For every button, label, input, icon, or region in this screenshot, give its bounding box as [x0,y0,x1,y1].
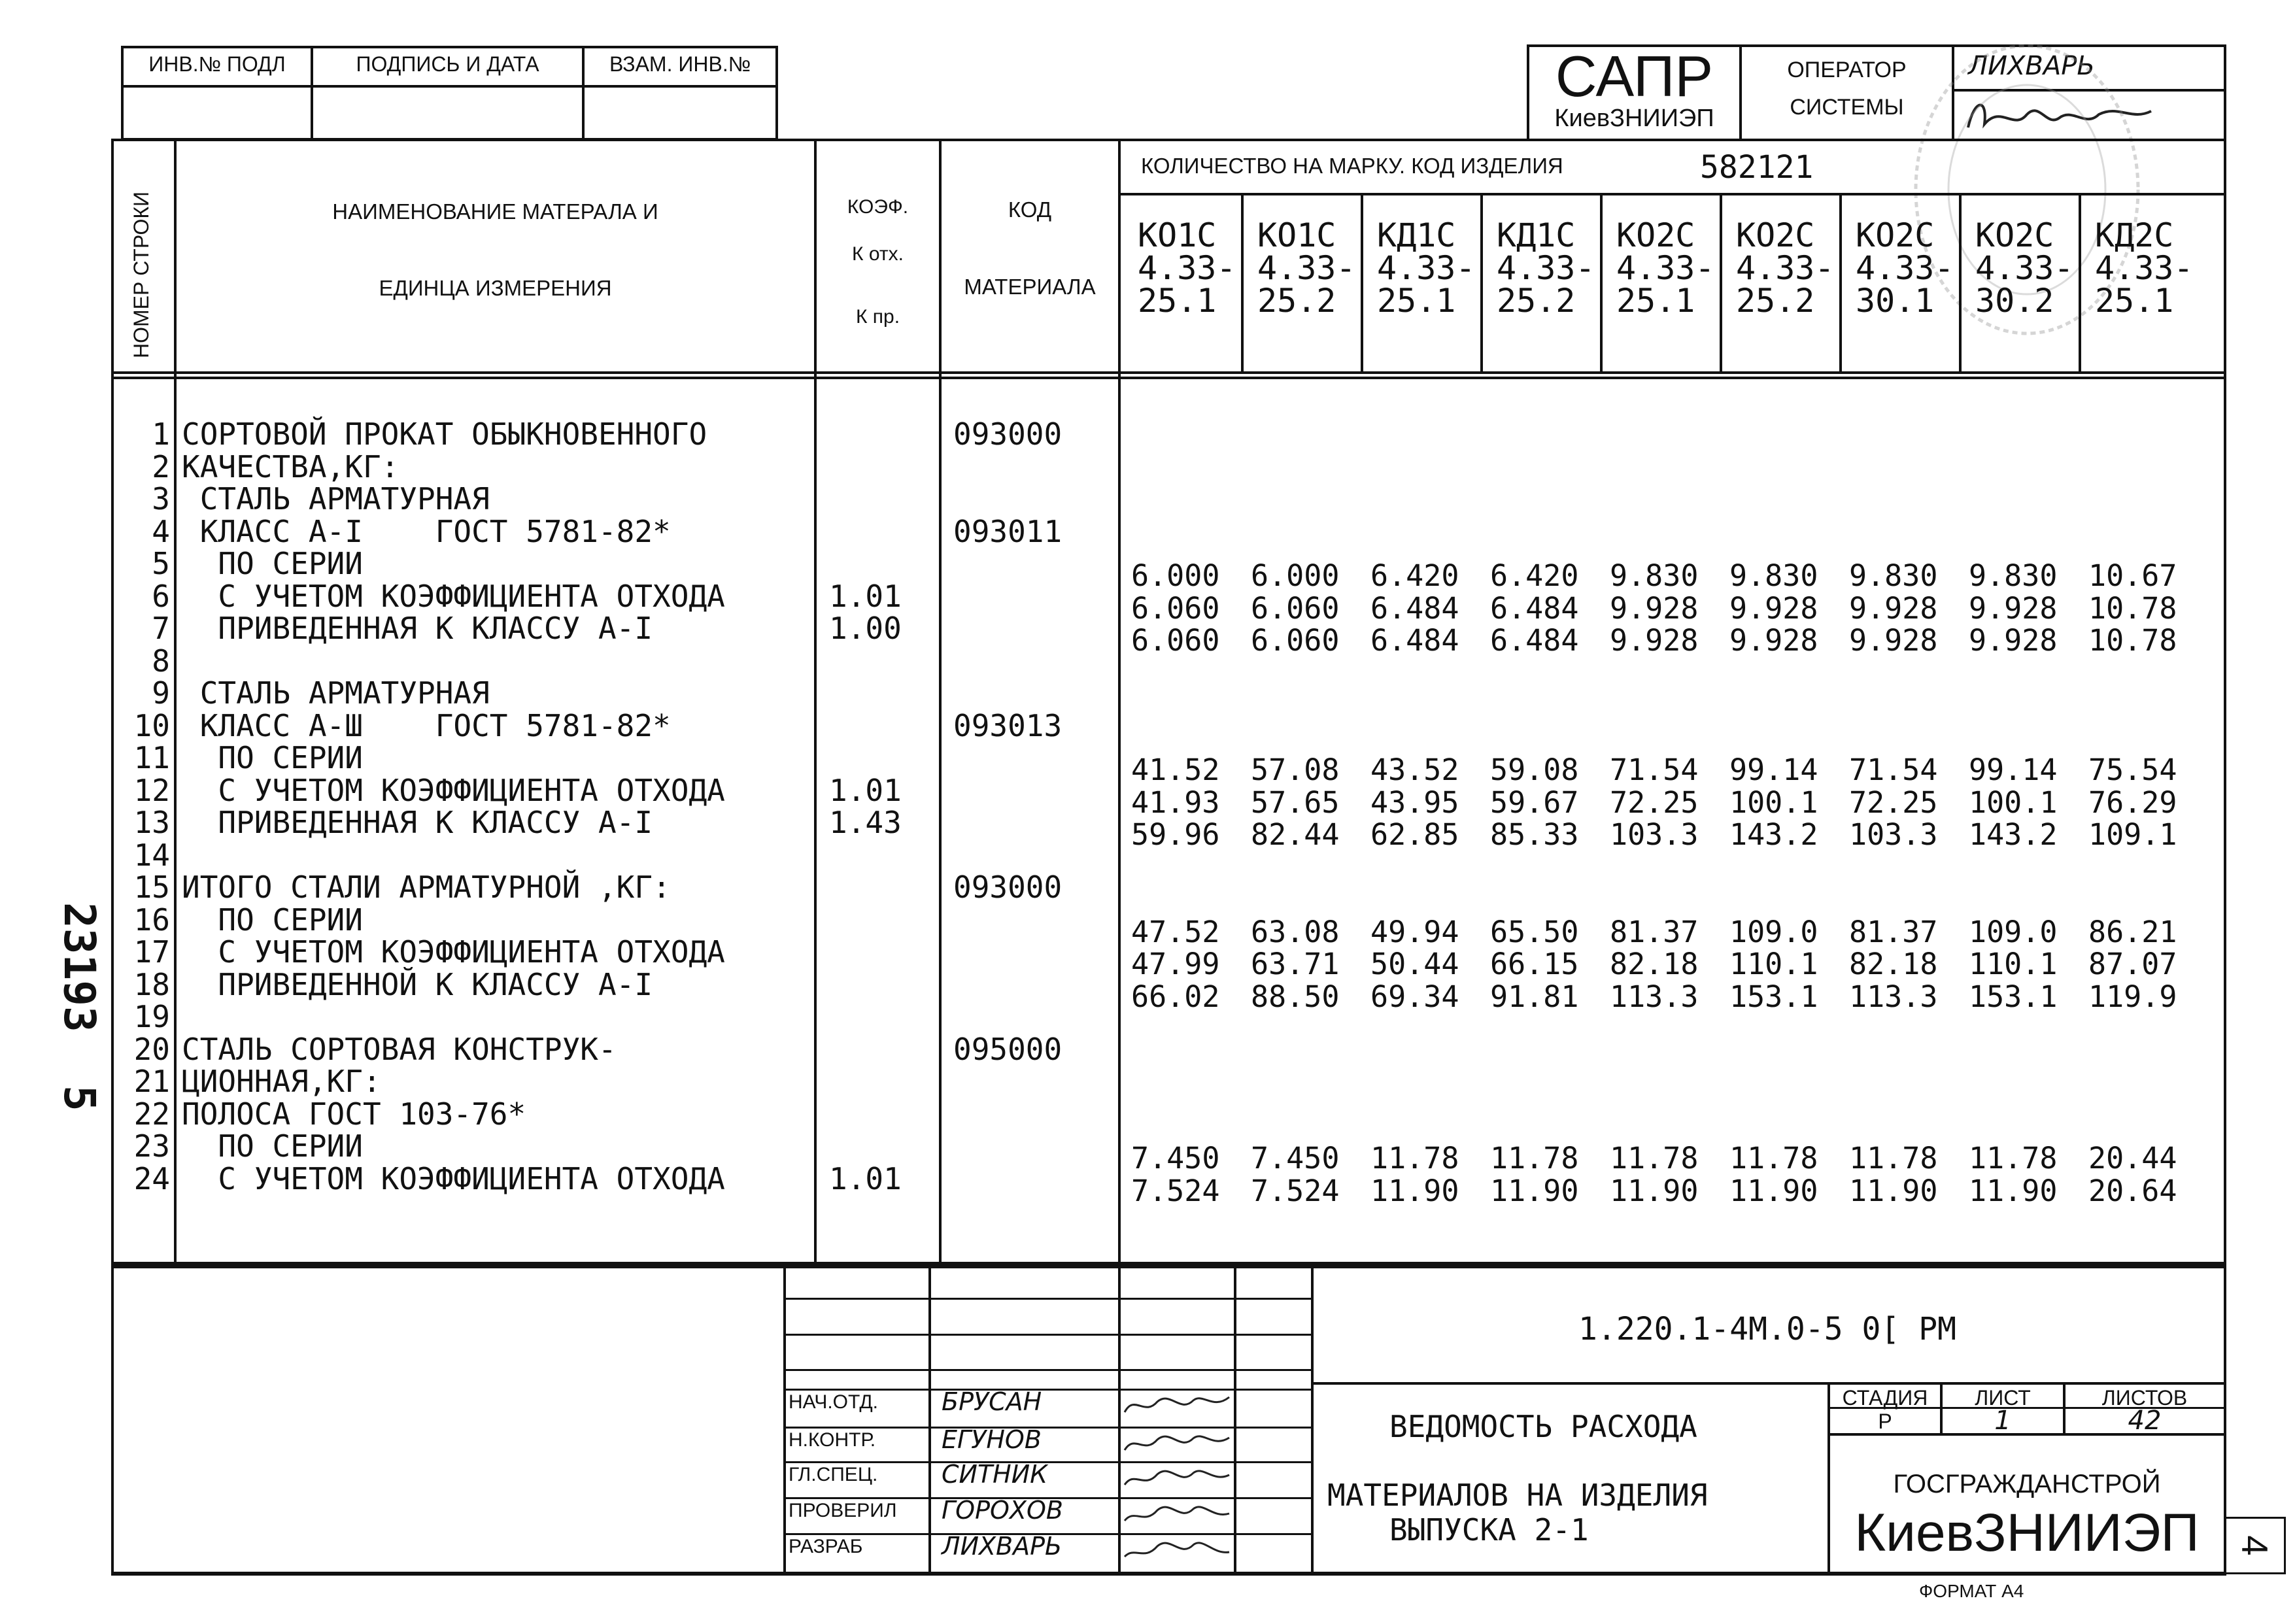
row-value: 109.0 [1729,914,1818,949]
stamp-row [783,1369,1311,1371]
stamp-col [1234,1264,1236,1574]
row-label: СОРТОВОЙ ПРОКАТ ОБЫКНОВЕННОГО [182,416,707,452]
row-label: ПО СЕРИИ [182,1128,363,1164]
row-value: 88.50 [1251,979,1340,1014]
mark-line: 25.1 [1616,282,1695,320]
row-value: 110.1 [1969,947,2058,981]
signer-name: БРУСАН [942,1387,1042,1416]
row-value: 11.78 [1370,1141,1459,1176]
row-value: 11.78 [1729,1141,1818,1176]
row-label: КАЧЕСТВА,КГ: [182,448,400,484]
row-value: 10.78 [2088,623,2177,658]
row-value: 11.78 [1969,1141,2058,1176]
mark-line: КО2С [1856,216,1935,254]
signer-name: ГОРОХОВ [942,1496,1063,1525]
mark-line: 4.33- [1497,249,1595,287]
operator-label-1: ОПЕРАТОР [1787,58,1907,82]
document-code: 1.220.1-4М.0-5 0[ РМ [1578,1311,1956,1347]
mark-line: КО2С [1975,216,2054,254]
row-value: 72.25 [1610,785,1699,820]
stamp-col [783,1264,786,1574]
row-coefficient: 1.01 [829,1160,902,1196]
mark-line: КО2С [1616,216,1695,254]
row-value: 10.78 [2088,590,2177,626]
row-value: 10.67 [2088,558,2177,593]
row-value: 109.0 [1969,914,2058,949]
qty-title: КОЛИЧЕСТВО НА МАРКУ. КОД ИЗДЕЛИЯ [1141,154,1563,178]
row-value: 143.2 [1729,817,1818,852]
row-value: 100.1 [1729,785,1818,820]
doc-title-3: ВЫПУСКА 2-1 [1389,1512,1589,1548]
row-value: 57.65 [1251,785,1340,820]
col-line [1118,139,1121,1268]
row-number: 3 [152,481,170,516]
sheets-value: 42 [2128,1406,2162,1436]
row-value: 71.54 [1610,753,1699,787]
row-value: 66.15 [1490,947,1579,981]
sapr-org: КиевЗНИИЭП [1554,105,1714,132]
row-number: 19 [133,999,170,1034]
row-number: 7 [152,611,170,646]
name-header-1: НАИМЕНОВАНИЕ МАТЕРАЛА И [332,199,658,224]
mark-line: 25.1 [1377,282,1456,320]
row-value: 9.830 [1969,558,2058,593]
row-material-code: 093013 [953,707,1062,743]
stamp-bottom-line [111,1572,2226,1576]
row-label: ПО СЕРИИ [182,740,363,775]
row-value: 6.060 [1131,590,1220,626]
doc-title-2: МАТЕРИАЛОВ НА ИЗДЕЛИЯ [1327,1478,1708,1513]
row-coefficient: 1.01 [829,578,902,614]
row-value: 50.44 [1370,947,1459,981]
mark-line: 25.2 [1736,282,1815,320]
mark-col-line [1720,193,1722,373]
mark-line: 30.1 [1856,282,1935,320]
signer-signature [1121,1460,1232,1493]
mark-col-line [1600,193,1603,373]
row-number: 16 [133,902,170,938]
row-label: С УЧЕТОМ КОЭФФИЦИЕНТА ОТХОДА [182,578,725,614]
product-code: 582121 [1700,149,1814,186]
row-number: 24 [133,1160,170,1196]
row-value: 47.52 [1131,914,1220,949]
row-value: 7.524 [1131,1173,1220,1208]
row-value: 9.928 [1610,623,1699,658]
org-name-2: КиевЗНИИЭП [1854,1503,2200,1563]
signer-role: Н.КОНТР. [789,1429,876,1451]
row-number: 12 [133,772,170,808]
mark-line: КО1С [1138,216,1217,254]
row-number: 13 [133,805,170,840]
row-value: 57.08 [1251,753,1340,787]
mark-line: 25.1 [1138,282,1217,320]
col-line [174,139,177,1268]
row-value: 11.90 [1490,1173,1579,1208]
row-value: 7.450 [1251,1141,1340,1176]
mark-header [1975,216,2074,320]
mark-line: 4.33- [1138,249,1236,287]
row-number: 14 [133,837,170,873]
row-number: 2 [152,448,170,484]
stamp-top-line [111,1262,2226,1266]
mark-col-line [1361,193,1363,373]
row-value: 81.37 [1849,914,1938,949]
signer-name: ЕГУНОВ [942,1425,1042,1454]
stamp-title-line [1311,1382,2226,1385]
row-value: 103.3 [1610,817,1699,852]
mark-line: 4.33- [1736,249,1835,287]
operator-label-2: СИСТЕМЫ [1790,95,1904,120]
row-value: 63.08 [1251,914,1340,949]
row-value: 6.484 [1490,590,1579,626]
row-value: 9.830 [1610,558,1699,593]
row-value: 153.1 [1969,979,2058,1014]
row-label: СТАЛЬ АРМАТУРНАЯ [182,675,490,711]
col-line [939,139,942,1268]
row-number: 1 [152,416,170,452]
row-material-code: 093011 [953,513,1062,549]
row-label: СТАЛЬ СОРТОВАЯ КОНСТРУК- [182,1031,617,1067]
row-value: 6.000 [1251,558,1340,593]
format-label: ФОРМАТ А4 [1919,1581,2024,1601]
row-value: 6.484 [1370,590,1459,626]
row-number: 17 [133,934,170,970]
mark-header [1138,216,1236,320]
row-number: 20 [133,1031,170,1067]
mark-line: КО2С [1736,216,1815,254]
row-value: 109.1 [2088,817,2177,852]
signer-role: ГЛ.СПЕЦ. [789,1464,878,1485]
row-material-code: 093000 [953,416,1062,452]
row-value: 6.060 [1251,590,1340,626]
stage-value: Р [1878,1410,1892,1433]
row-value: 6.060 [1251,623,1340,658]
mark-col-line [2079,193,2081,373]
row-value: 62.85 [1370,817,1459,852]
mark-line: КО1С [1257,216,1336,254]
inv-podl-label: ИНВ.№ ПОДЛ [148,52,286,76]
row-label: ПО СЕРИИ [182,546,363,581]
row-label: С УЧЕТОМ КОЭФФИЦИЕНТА ОТХОДА [182,772,725,808]
row-material-code: 095000 [953,1031,1062,1067]
row-label: ПРИВЕДЕННОЙ К КЛАССУ А-I [182,966,653,1002]
kod-header-1: КОД [1008,197,1052,222]
row-value: 99.14 [1729,753,1818,787]
row-value: 6.000 [1131,558,1220,593]
row-value: 72.25 [1849,785,1938,820]
row-number: 6 [152,578,170,614]
row-value: 9.928 [1729,623,1818,658]
row-value: 82.18 [1610,947,1699,981]
row-value: 6.484 [1370,623,1459,658]
row-value: 71.54 [1849,753,1938,787]
stage-label: СТАДИЯ [1842,1386,1928,1410]
mark-header [1257,216,1356,320]
signer-role: РАЗРАБ [789,1536,863,1557]
header-bottom-line [111,371,2226,374]
sheet-value: 1 [1994,1406,2011,1436]
row-value: 113.3 [1849,979,1938,1014]
row-number: 5 [152,546,170,581]
row-label: ЦИОННАЯ,КГ: [182,1064,381,1099]
row-label: ПОЛОСА ГОСТ 103-76* [182,1096,526,1132]
row-value: 6.060 [1131,623,1220,658]
signer-role: НАЧ.ОТД. [789,1391,878,1413]
row-value: 11.78 [1490,1141,1579,1176]
signer-name: ЛИХВАРЬ [942,1532,1062,1561]
row-value: 143.2 [1969,817,2058,852]
row-coefficient: 1.43 [829,805,902,840]
mark-line: КД2С [2095,216,2174,254]
row-number: 22 [133,1096,170,1132]
signer-signature [1121,1387,1232,1420]
row-label: С УЧЕТОМ КОЭФФИЦИЕНТА ОТХОДА [182,1160,725,1196]
stamp-col [1118,1264,1121,1574]
mark-line: 4.33- [1975,249,2074,287]
mark-line: КД1С [1377,216,1456,254]
mark-col-line [1839,193,1842,373]
header-bottom-line-2 [111,377,2226,379]
row-value: 9.928 [1849,623,1938,658]
row-value: 20.44 [2088,1141,2177,1176]
signer-name: СИТНИК [942,1460,1048,1489]
row-number: 10 [133,707,170,743]
row-number-header: НОМЕР СТРОКИ [129,192,153,358]
row-value: 85.33 [1490,817,1579,852]
row-label: ПРИВЕДЕННАЯ К КЛАССУ А-I [182,611,653,646]
row-value: 9.928 [1969,590,2058,626]
mark-line: 4.33- [1377,249,1476,287]
row-number: 8 [152,643,170,679]
row-value: 103.3 [1849,817,1938,852]
row-value: 9.830 [1849,558,1938,593]
row-value: 20.64 [2088,1173,2177,1208]
row-number: 23 [133,1128,170,1164]
koef-header-2: К отх. [852,243,904,265]
row-value: 87.07 [2088,947,2177,981]
row-value: 11.90 [1849,1173,1938,1208]
row-value: 11.90 [1610,1173,1699,1208]
row-label: СТАЛЬ АРМАТУРНАЯ [182,481,490,516]
row-number: 15 [133,870,170,905]
row-material-code: 093000 [953,870,1062,905]
row-value: 100.1 [1969,785,2058,820]
row-value: 9.928 [1610,590,1699,626]
row-value: 82.18 [1849,947,1938,981]
koef-header-3: К пр. [855,306,900,328]
row-value: 76.29 [2088,785,2177,820]
row-value: 59.96 [1131,817,1220,852]
row-value: 86.21 [2088,914,2177,949]
row-value: 66.02 [1131,979,1220,1014]
row-number: 4 [152,513,170,549]
sheet-label: ЛИСТ [1975,1386,2031,1410]
row-number: 18 [133,966,170,1002]
row-value: 11.90 [1370,1173,1459,1208]
row-value: 7.450 [1131,1141,1220,1176]
row-value: 59.08 [1490,753,1579,787]
row-value: 9.830 [1729,558,1818,593]
row-label: С УЧЕТОМ КОЭФФИЦИЕНТА ОТХОДА [182,934,725,970]
koef-header-1: КОЭФ. [847,196,909,218]
vzam-inv-label: ВЗАМ. ИНВ.№ [609,52,751,76]
row-value: 11.90 [1969,1173,2058,1208]
row-value: 63.71 [1251,947,1340,981]
kod-header-2: МАТЕРИАЛА [964,275,1096,299]
signer-signature [1121,1532,1232,1565]
mark-col-line [1959,193,1962,373]
mark-line: 4.33- [1616,249,1715,287]
row-value: 49.94 [1370,914,1459,949]
mark-header [1377,216,1476,320]
row-coefficient: 1.01 [829,772,902,808]
row-value: 41.52 [1131,753,1220,787]
sheets-label: ЛИСТОВ [2101,1386,2188,1410]
doc-title-1: ВЕДОМОСТЬ РАСХОДА [1389,1409,1697,1444]
row-number: 9 [152,675,170,711]
row-label: КЛАСС А-I ГОСТ 5781-82* [182,513,671,549]
row-value: 65.50 [1490,914,1579,949]
row-value: 11.78 [1610,1141,1699,1176]
mark-header [2095,216,2194,320]
mark-line: 4.33- [1856,249,1954,287]
row-value: 47.99 [1131,947,1220,981]
page-corner-number: 4 [2234,1535,2276,1556]
mark-col-line [1480,193,1483,373]
row-label: КЛАСС А-Ш ГОСТ 5781-82* [182,707,671,743]
row-label: ИТОГО СТАЛИ АРМАТУРНОЙ ,КГ: [182,870,671,905]
row-value: 9.928 [1729,590,1818,626]
row-label: ПРИВЕДЕННАЯ К КЛАССУ А-I [182,805,653,840]
row-value: 99.14 [1969,753,2058,787]
mark-line: 25.1 [2095,282,2174,320]
org-name-1: ГОСГРАЖДАНСТРОЙ [1893,1470,2161,1498]
row-value: 113.3 [1610,979,1699,1014]
signer-signature [1121,1425,1232,1458]
mark-header [1856,216,1954,320]
row-value: 119.9 [2088,979,2177,1014]
row-value: 59.67 [1490,785,1579,820]
row-number: 11 [133,740,170,775]
inv-header-divider [121,85,778,88]
row-value: 41.93 [1131,785,1220,820]
row-value: 43.95 [1370,785,1459,820]
mark-header [1497,216,1595,320]
row-value: 7.524 [1251,1173,1340,1208]
stamp-left-line [111,1264,114,1576]
row-label: ПО СЕРИИ [182,902,363,938]
stamp-col [928,1264,931,1574]
mark-line: 4.33- [2095,249,2194,287]
row-value: 69.34 [1370,979,1459,1014]
row-value: 110.1 [1729,947,1818,981]
signer-role: ПРОВЕРИЛ [789,1500,897,1521]
row-value: 91.81 [1490,979,1579,1014]
qty-title-line [1118,193,2226,195]
margin-inv-number: 23193 [54,902,105,1032]
mark-header [1616,216,1715,320]
mark-header [1736,216,1835,320]
row-value: 6.484 [1490,623,1579,658]
row-value: 11.78 [1849,1141,1938,1176]
mark-line: 25.2 [1497,282,1576,320]
mark-line: 25.2 [1257,282,1336,320]
row-value: 153.1 [1729,979,1818,1014]
mark-line: 4.33- [1257,249,1356,287]
row-value: 9.928 [1969,623,2058,658]
mark-line: 30.2 [1975,282,2054,320]
margin-sheet-mark: 5 [54,1085,105,1111]
row-value: 11.90 [1729,1173,1818,1208]
row-coefficient: 1.00 [829,611,902,646]
sapr-title: САПР [1555,44,1714,109]
row-value: 82.44 [1251,817,1340,852]
signer-signature [1121,1496,1232,1529]
row-value: 9.928 [1849,590,1938,626]
row-value: 75.54 [2088,753,2177,787]
mark-col-line [1241,193,1244,373]
podpis-data-label: ПОДПИСЬ И ДАТА [356,52,539,76]
stamp-row [783,1334,1311,1336]
row-value: 43.52 [1370,753,1459,787]
name-header-2: ЕДИНЦА ИЗМЕРЕНИЯ [379,276,612,300]
operator-name: ЛИХВАРЬ [1968,51,2095,81]
row-value: 6.420 [1370,558,1459,593]
stamp-row [783,1298,1311,1300]
row-value: 6.420 [1490,558,1579,593]
mark-line: КД1С [1497,216,1576,254]
row-value: 81.37 [1610,914,1699,949]
row-number: 21 [133,1064,170,1099]
